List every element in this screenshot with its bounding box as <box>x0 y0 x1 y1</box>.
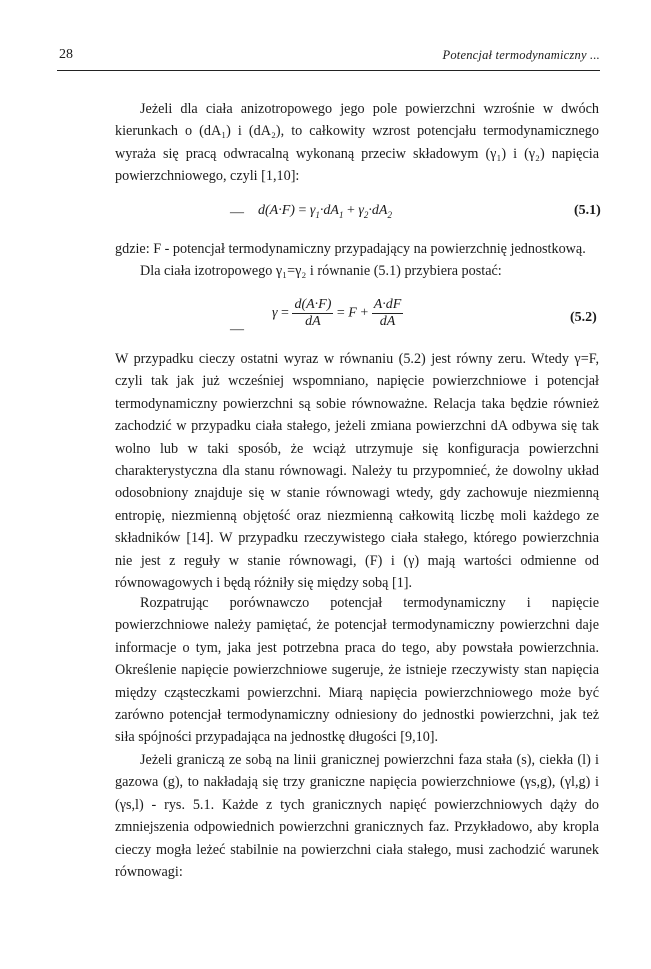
page-number: 28 <box>59 47 73 62</box>
paragraph-1 <box>115 98 599 188</box>
eq1-gamma2: γ <box>358 203 364 218</box>
eq2-plus: + <box>360 305 369 321</box>
paragraph-text: W przypadku cieczy ostatni wyraz w równaniu (5.2) jest równy zeru. Wtedy γ=F, czyli tak jak już wcześniej wspomniano, napięcie powierzchniowe i potencjał termodynamiczny powierzchni są sobie równoważne. Relacja taka będzie również zachodzić w przypadku ciała stałego, jeżeli zmiana powierzchni dA odbywa się tak wolno lub w taki sposób, że wciąż utrzymuje się konfiguracja powierzchni charakterystyczna dla stanu równowagi. Należy tu przypomnieć, że dowolny układ odosobniony znajduje się w stanie równowagi wtedy, gdy zachowuje niezmienną entropię, niezmienną objętość oraz niezmienną całkowitą liczbę moli każdego ze składników [14]. W przypadku rzeczywistego ciała stałego, którego powierzchnia nie jest z reguły w stanie równowagi, (F) i (γ) mają wartości odmienne od równowagowych i będą różniły się między sobą [1]. <box>115 351 599 592</box>
eq1-dA1: ·dA <box>319 203 339 218</box>
eq1-gamma1: γ <box>309 203 316 218</box>
equation-label-5-2: (5.2) <box>570 310 597 325</box>
equation-5-1 <box>258 203 392 220</box>
running-title: Potencjał termodynamiczny ... <box>442 48 600 62</box>
paragraph-2 <box>115 238 599 260</box>
eq2-fraction-2 <box>372 297 404 330</box>
eq2-fraction-1-num: d(A·F) <box>294 297 332 312</box>
equation-dash: — <box>230 205 244 220</box>
eq2-equals-1: = <box>281 305 289 321</box>
eq1-equals: = <box>298 203 307 218</box>
eq2-lhs: γ <box>272 305 278 321</box>
page-header <box>57 44 600 71</box>
eq1-plus: + <box>346 203 355 218</box>
eq1-lhs: d(A·F) <box>258 203 295 218</box>
eq2-fraction-1-den: dA <box>305 314 321 329</box>
eq1-dA2: ·dA <box>368 203 388 218</box>
eq1-dA2-sub: 2 <box>387 209 392 220</box>
eq2-fraction-2-den: dA <box>379 314 396 329</box>
eq2-equals-2: = <box>336 305 345 321</box>
eq1-gamma1-sub: 1 <box>315 209 320 220</box>
equation-dash: — <box>230 322 244 337</box>
eq1-gamma2-sub: 2 <box>363 209 369 220</box>
eq2-F: F <box>348 305 357 321</box>
paragraph-text: Rozpatrując porównawczo potencjał termodynamiczny i napięcie powierzchniowe należy pamiętać, że potencjał termodynamiczny powierzchni daje informacje o tym, jaka jest potrzebna praca do tego, aby powstała powierzchnia. Określenie napięcie powierzchniowe sugeruje, że istnieje rzeczywisty stan napięcia między cząsteczkami powierzchni. Miarą napięcia powierzchniowego może być zarówno potencjał termodynamiczny odniesiony do jednostki powierzchni, jak też siła spójności przypadająca na jednostkę długości [9,10]. <box>115 595 599 746</box>
paragraph-text: Jeżeli graniczą ze sobą na linii granicznej powierzchni faza stała (s), ciekła (l) i gazowa (g), to nakładają się trzy graniczne napięcia powierzchniowe (γs,g), (γl,g) i (γs,l) - rys. 5.1. Każde z tych granicznych napięć powierzchniowych dąży do zmniejszenia odpowiednich powierzchni granicznych faz. Przykładowo, aby kropla cieczy mogła leżeć stabilnie na powierzchni ciała stałego, musi zachodzić warunek równowagi: <box>115 752 599 881</box>
paragraph-4 <box>115 348 599 594</box>
eq1-dA1-sub: 1 <box>338 209 344 220</box>
eq2-fraction-2-num: A·dF <box>373 297 402 312</box>
paragraph-3 <box>115 260 599 282</box>
paragraph-text: gdzie: F - potencjał termodynamiczny przypadający na powierzchnię jednostkową. <box>115 241 586 257</box>
equation-5-2 <box>272 297 403 330</box>
equation-label-5-1: (5.1) <box>574 203 601 218</box>
paragraph-6 <box>115 749 599 883</box>
paragraph-5 <box>115 592 599 749</box>
eq2-fraction-1 <box>292 297 333 330</box>
paragraph-text: Jeżeli dla ciała anizotropowego jego pole powierzchni wzrośnie w dwóch kierunkach o (dA₁) i (dA₂), to całkowity wzrost potencjału termodynamicznego wyraża się pracą odwracalną wykonaną przeciw składowym (γ₁) i (γ₂) napięcia powierzchniowego, czyli [1,10]: <box>115 101 599 185</box>
paragraph-text: Dla ciała izotropowego γ₁=γ₂ i równanie (5.1) przybiera postać: <box>140 263 502 279</box>
